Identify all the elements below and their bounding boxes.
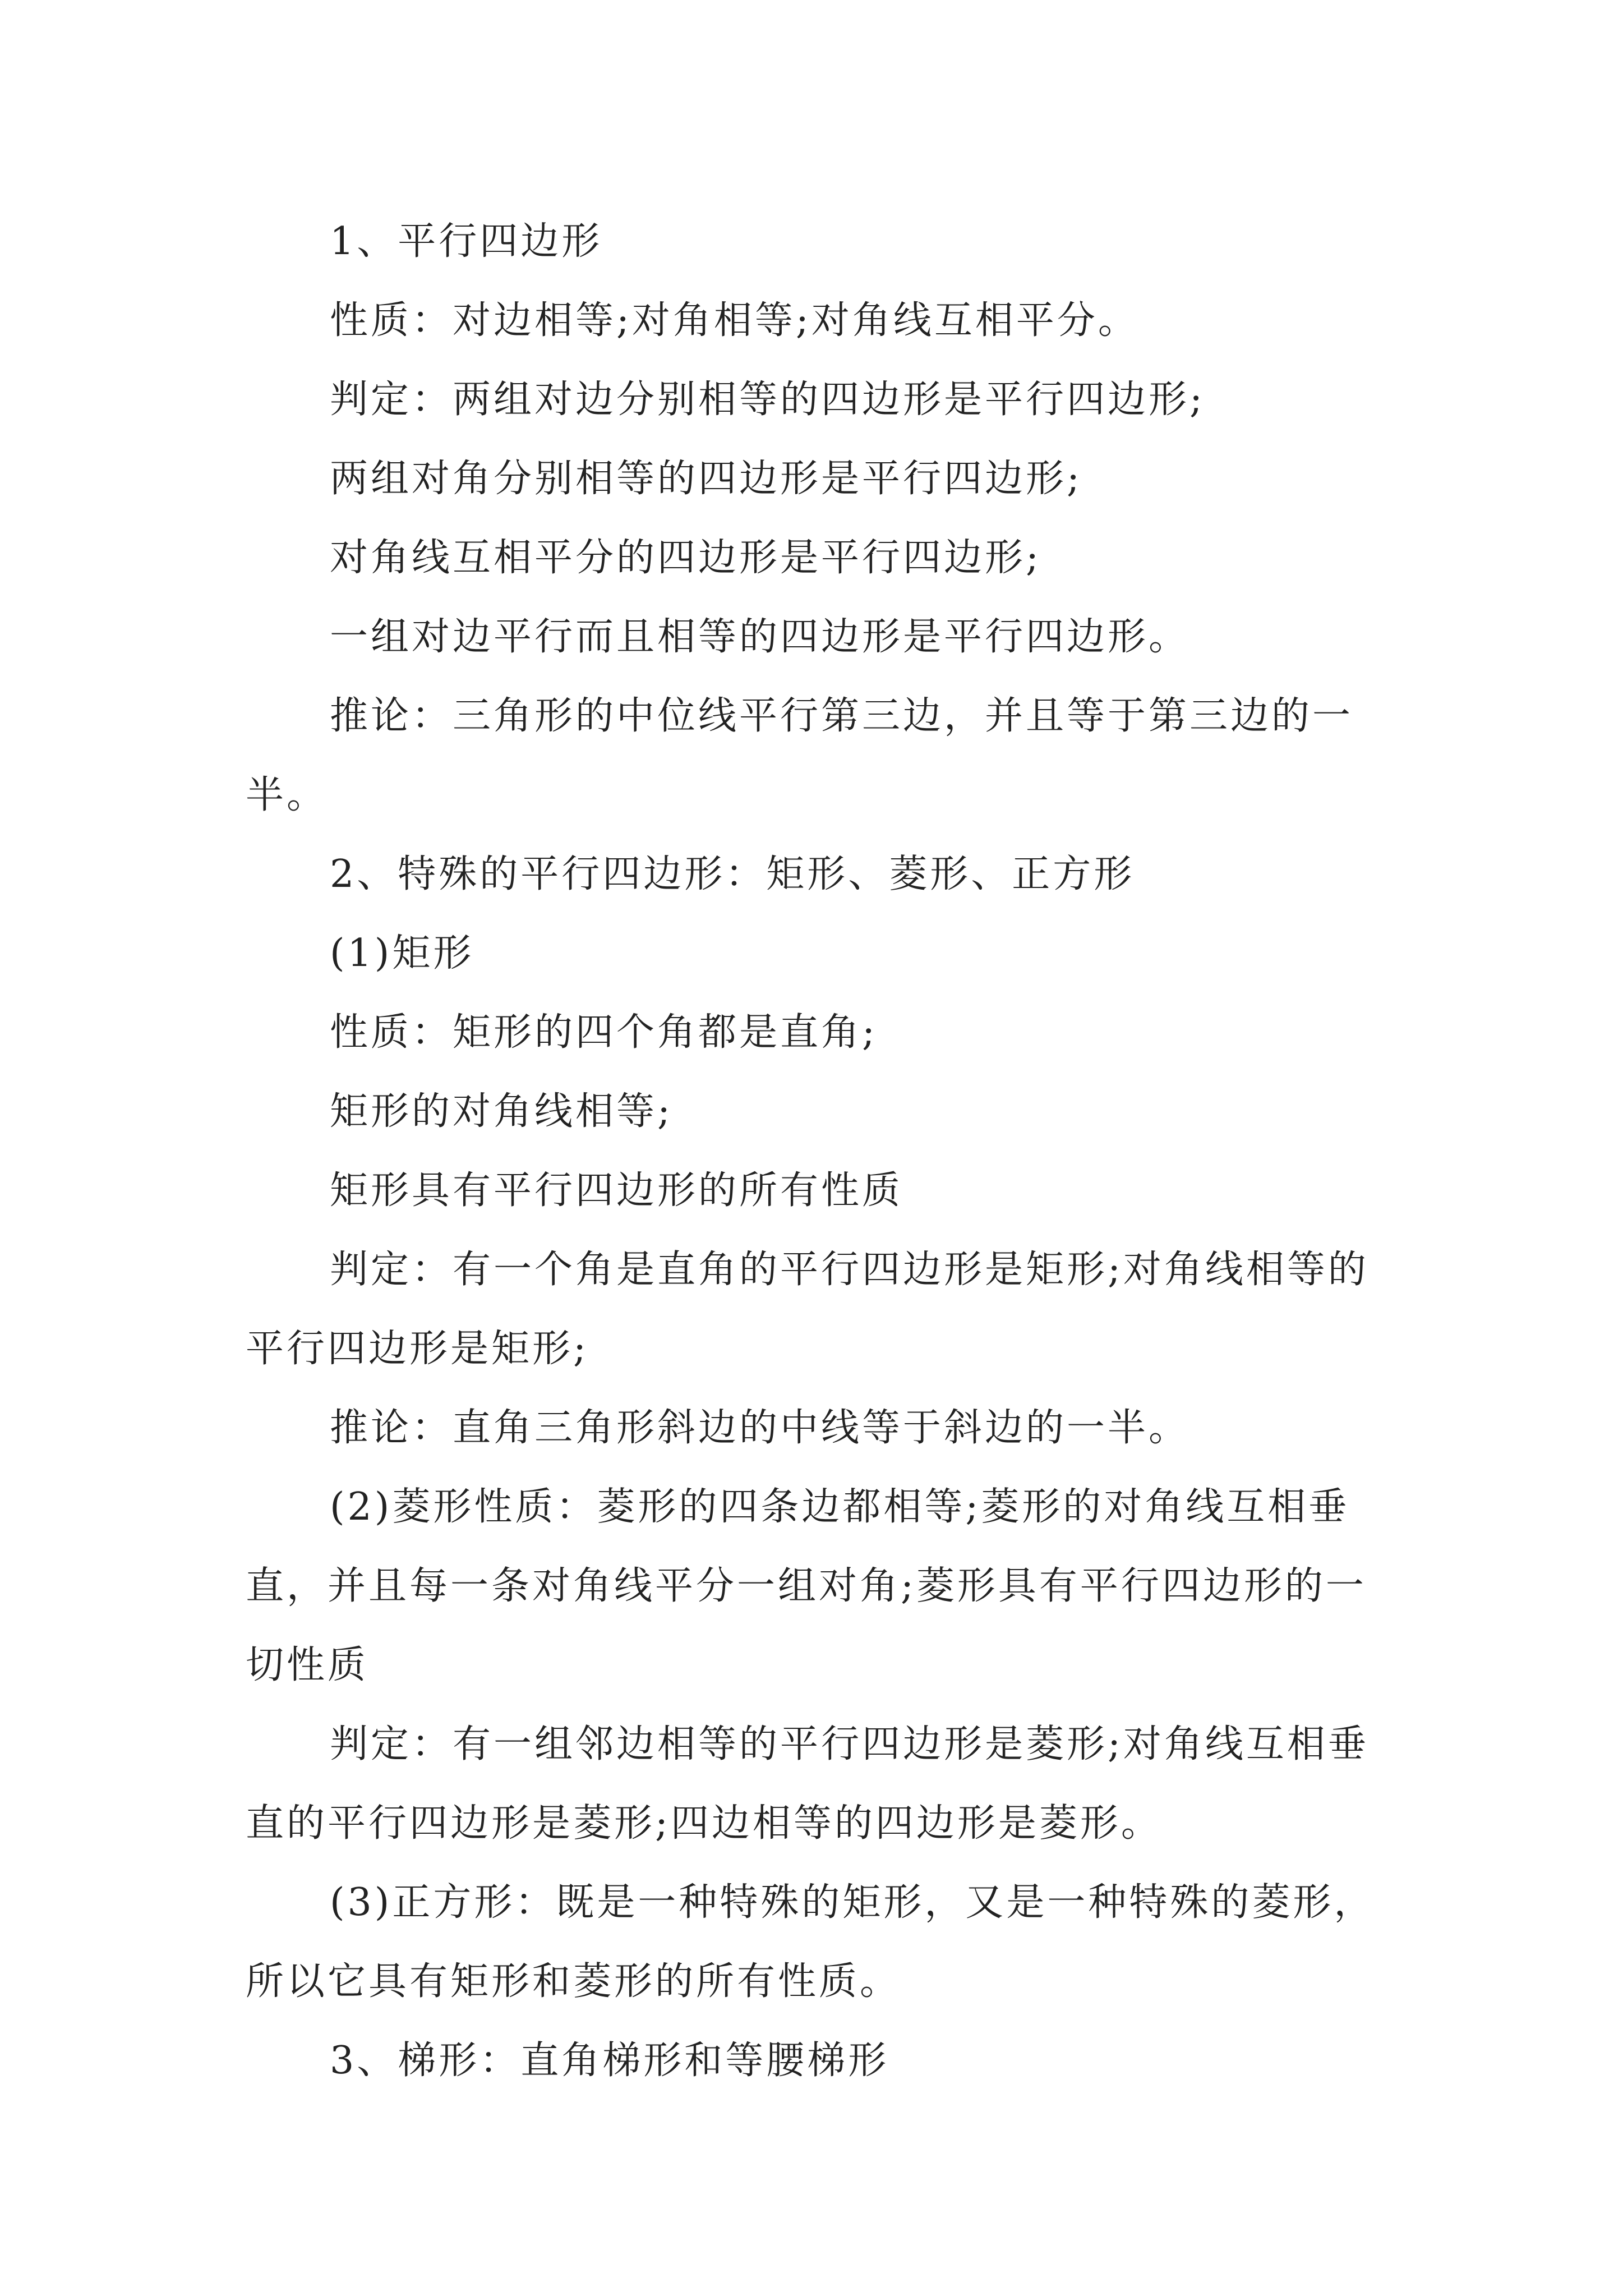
heading-rectangle: (1)矩形 xyxy=(330,931,474,976)
paragraph-rectangle-property-2: 矩形的对角线相等; xyxy=(330,1089,673,1134)
paragraph-rectangle-property-3: 矩形具有平行四边形的所有性质 xyxy=(330,1168,903,1213)
paragraph-rectangle-property-1: 性质：矩形的四个角都是直角; xyxy=(330,1010,878,1055)
heading-trapezoid: 3、梯形：直角梯形和等腰梯形 xyxy=(330,2039,889,2083)
paragraph-corollary-midline: 推论：三角形的中位线平行第三边，并且等于第三边的一半。 xyxy=(246,694,1354,817)
paragraph-criteria-1: 判定：两组对边分别相等的四边形是平行四边形; xyxy=(330,378,1205,422)
paragraph-rhombus-criteria: 判定：有一组邻边相等的平行四边形是菱形;对角线互相垂直的平行四边形是菱形;四边相等的四边形是菱形。 xyxy=(246,1722,1369,1846)
heading-special-parallelograms: 2、特殊的平行四边形：矩形、菱形、正方形 xyxy=(330,852,1135,896)
paragraph-properties: 性质：对边相等;对角相等;对角线互相平分。 xyxy=(330,298,1139,343)
paragraph-rhombus-properties: (2)菱形性质：菱形的四条边都相等;菱形的对角线互相垂直，并且每一条对角线平分一组对角;菱形具有平行四边形的一切性质 xyxy=(246,1485,1367,1687)
paragraph-rectangle-criteria: 判定：有一个角是直角的平行四边形是矩形;对角线相等的平行四边形是矩形; xyxy=(246,1248,1369,1371)
paragraph-rectangle-corollary: 推论：直角三角形斜边的中线等于斜边的一半。 xyxy=(330,1406,1190,1450)
paragraph-criteria-4: 一组对边平行而且相等的四边形是平行四边形。 xyxy=(330,615,1190,659)
paragraph-criteria-3: 对角线互相平分的四边形是平行四边形; xyxy=(330,536,1041,580)
paragraph-square: (3)正方形：既是一种特殊的矩形，又是一种特殊的菱形，所以它具有矩形和菱形的所有性质。 xyxy=(246,1880,1375,2004)
heading-parallelogram: 1、平行四边形 xyxy=(330,219,603,264)
document-body xyxy=(246,202,1384,2100)
paragraph-criteria-2: 两组对角分别相等的四边形是平行四边形; xyxy=(330,457,1082,501)
